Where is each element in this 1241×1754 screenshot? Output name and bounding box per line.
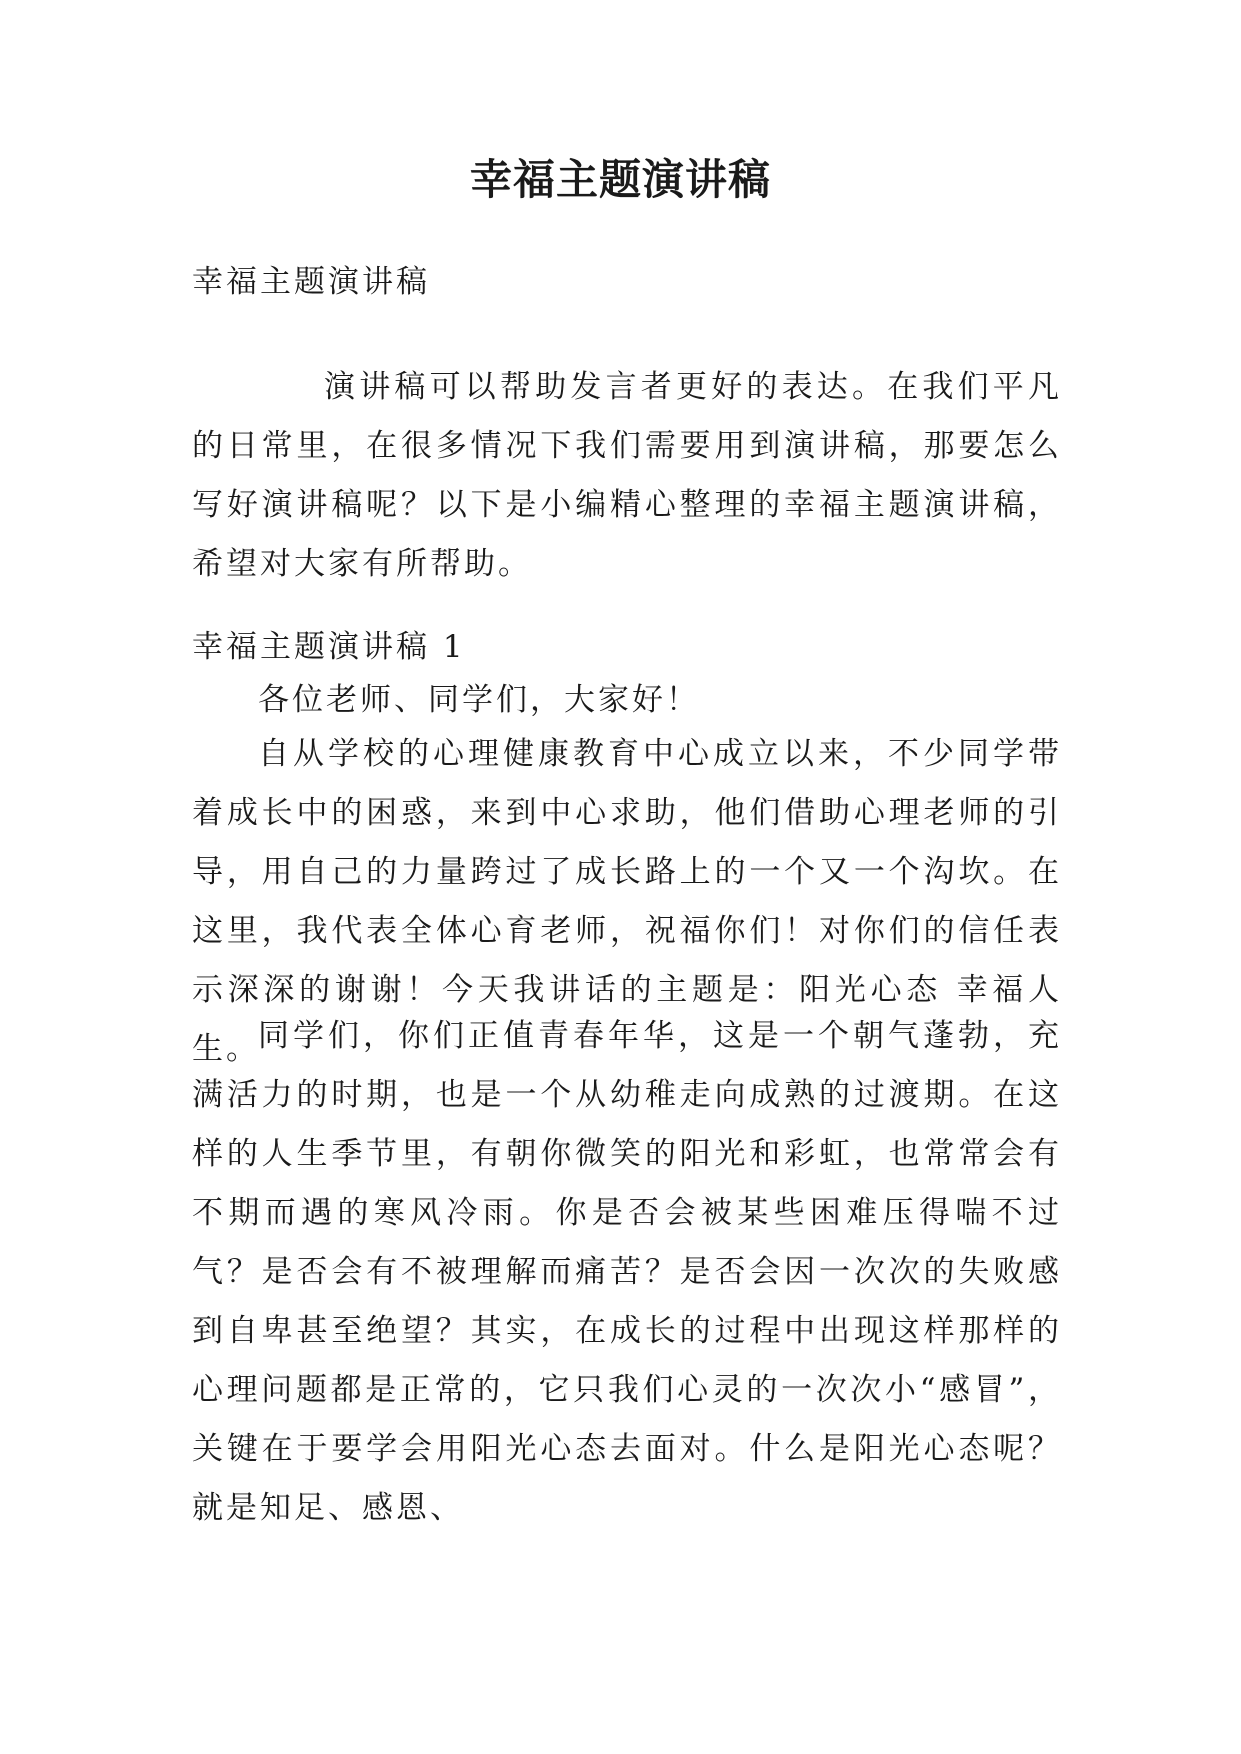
body-paragraph-1: 自从学校的心理健康教育中心成立以来，不少同学带着成长中的困惑，来到中心求助，他们借助心理老师的引导，用自己的力量跨过了成长路上的一个又一个沟坎。在这里，我代表全体心育老师，祝福你们！对你们的信任表示深深的谢谢！今天我讲话的主题是：阳光心态 幸福人生。	[192, 736, 1062, 1067]
greeting-line: 各位老师、同学们，大家好！	[258, 682, 700, 718]
body-paragraph-2: 同学们，你们正值青春年华，这是一个朝气蓬勃，充满活力的时期，也是一个从幼稚走向成熟的过渡期。在这样的人生季节里，有朝你微笑的阳光和彩虹，也常常会有不期而遇的寒风冷雨。你是否会被某些困难压得喘不过气？是否会有不被理解而痛苦？是否会因一次次的失败感到自卑甚至绝望？其实，在成长的过程中出现这样那样的心理问题都是正常的，它只我们心灵的一次次小“感冒”，关键在于要学会用阳光心态去面对。什么是阳光心态呢？就是知足、感恩、	[192, 1018, 1062, 1526]
document-title: 幸福主题演讲稿	[469, 155, 771, 204]
document-subtitle: 幸福主题演讲稿	[192, 264, 430, 300]
section-heading: 幸福主题演讲稿 1	[192, 629, 466, 665]
intro-paragraph: 演讲稿可以帮助发言者更好的表达。在我们平凡的日常里，在很多情况下我们需要用到演讲稿，那要怎么写好演讲稿呢？以下是小编精心整理的幸福主题演讲稿，希望对大家有所帮助。	[192, 369, 1062, 582]
